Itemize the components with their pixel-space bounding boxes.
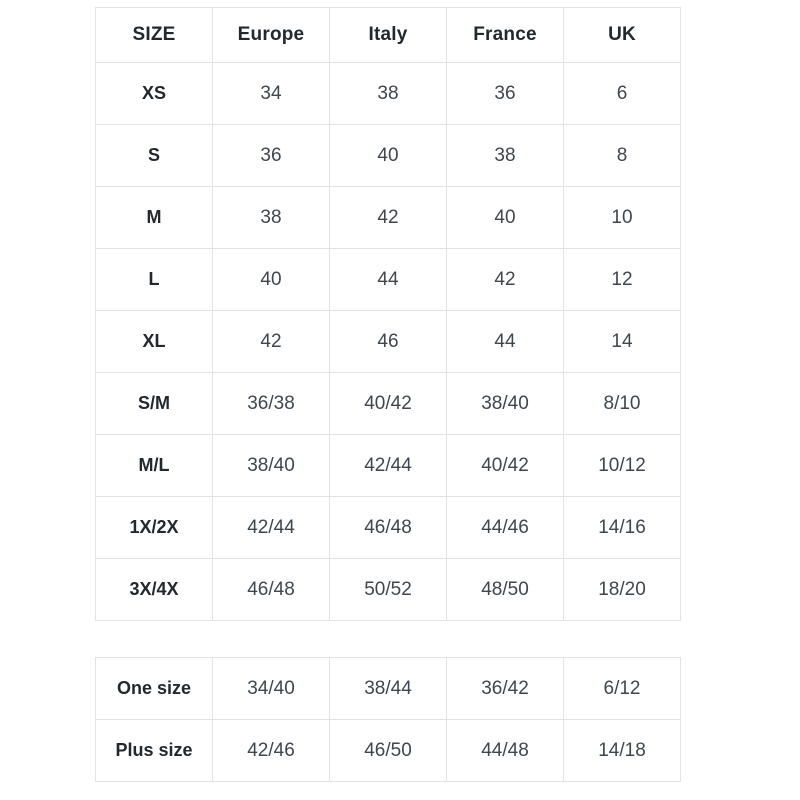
table-row-s — [96, 125, 681, 187]
table-cell: 18/20 — [564, 559, 681, 621]
size-label-cell: M/L — [96, 435, 213, 497]
table-row-plus-size — [96, 720, 681, 782]
table-cell: 40 — [447, 187, 564, 249]
table-cell: 38/40 — [213, 435, 330, 497]
size-conversion-table-main — [95, 7, 681, 621]
table-row-s-m — [96, 373, 681, 435]
table-row-3x-4x — [96, 559, 681, 621]
tables-divider-gap — [95, 621, 681, 657]
column-header-size: SIZE — [96, 8, 213, 63]
table-cell: 40/42 — [447, 435, 564, 497]
table-row-l — [96, 249, 681, 311]
table-row-xl — [96, 311, 681, 373]
table-cell: 10/12 — [564, 435, 681, 497]
column-header-uk: UK — [564, 8, 681, 63]
table-cell: 44 — [330, 249, 447, 311]
table-cell: 10 — [564, 187, 681, 249]
table-cell: 46/48 — [213, 559, 330, 621]
size-label-cell: Plus size — [96, 720, 213, 782]
table-row-m-l — [96, 435, 681, 497]
size-label-cell: 3X/4X — [96, 559, 213, 621]
table-cell: 40/42 — [330, 373, 447, 435]
table-cell: 36 — [213, 125, 330, 187]
table-cell: 48/50 — [447, 559, 564, 621]
table-cell: 36 — [447, 63, 564, 125]
table-cell: 14/18 — [564, 720, 681, 782]
size-label-cell: One size — [96, 658, 213, 720]
table-cell: 46/48 — [330, 497, 447, 559]
table-cell: 40 — [213, 249, 330, 311]
table-cell: 42/44 — [213, 497, 330, 559]
table-cell: 6/12 — [564, 658, 681, 720]
table-cell: 36/42 — [447, 658, 564, 720]
table-cell: 38/44 — [330, 658, 447, 720]
column-header-europe: Europe — [213, 8, 330, 63]
table-cell: 44 — [447, 311, 564, 373]
table-cell: 44/48 — [447, 720, 564, 782]
table-cell: 12 — [564, 249, 681, 311]
table-cell: 34 — [213, 63, 330, 125]
table-cell: 14 — [564, 311, 681, 373]
column-header-italy: Italy — [330, 8, 447, 63]
size-chart-container — [95, 7, 681, 782]
table-cell: 38 — [447, 125, 564, 187]
table-cell: 46/50 — [330, 720, 447, 782]
size-label-cell: S/M — [96, 373, 213, 435]
table-cell: 38 — [213, 187, 330, 249]
header-row — [96, 8, 681, 63]
size-label-cell: L — [96, 249, 213, 311]
table-cell: 38/40 — [447, 373, 564, 435]
table-cell: 42/44 — [330, 435, 447, 497]
size-label-cell: 1X/2X — [96, 497, 213, 559]
table-row-m — [96, 187, 681, 249]
table-cell: 36/38 — [213, 373, 330, 435]
table-cell: 14/16 — [564, 497, 681, 559]
table-cell: 42/46 — [213, 720, 330, 782]
table-cell: 42 — [213, 311, 330, 373]
column-header-france: France — [447, 8, 564, 63]
table-cell: 6 — [564, 63, 681, 125]
size-label-cell: S — [96, 125, 213, 187]
table-cell: 40 — [330, 125, 447, 187]
table-cell: 38 — [330, 63, 447, 125]
size-label-cell: XS — [96, 63, 213, 125]
table-cell: 44/46 — [447, 497, 564, 559]
table-row-xs — [96, 63, 681, 125]
table-row-one-size — [96, 658, 681, 720]
table-cell: 46 — [330, 311, 447, 373]
table-cell: 42 — [330, 187, 447, 249]
table-cell: 42 — [447, 249, 564, 311]
table-row-1x-2x — [96, 497, 681, 559]
size-label-cell: M — [96, 187, 213, 249]
table-cell: 34/40 — [213, 658, 330, 720]
table-cell: 8 — [564, 125, 681, 187]
table-cell: 8/10 — [564, 373, 681, 435]
size-conversion-table-secondary — [95, 657, 681, 782]
size-label-cell: XL — [96, 311, 213, 373]
table-cell: 50/52 — [330, 559, 447, 621]
